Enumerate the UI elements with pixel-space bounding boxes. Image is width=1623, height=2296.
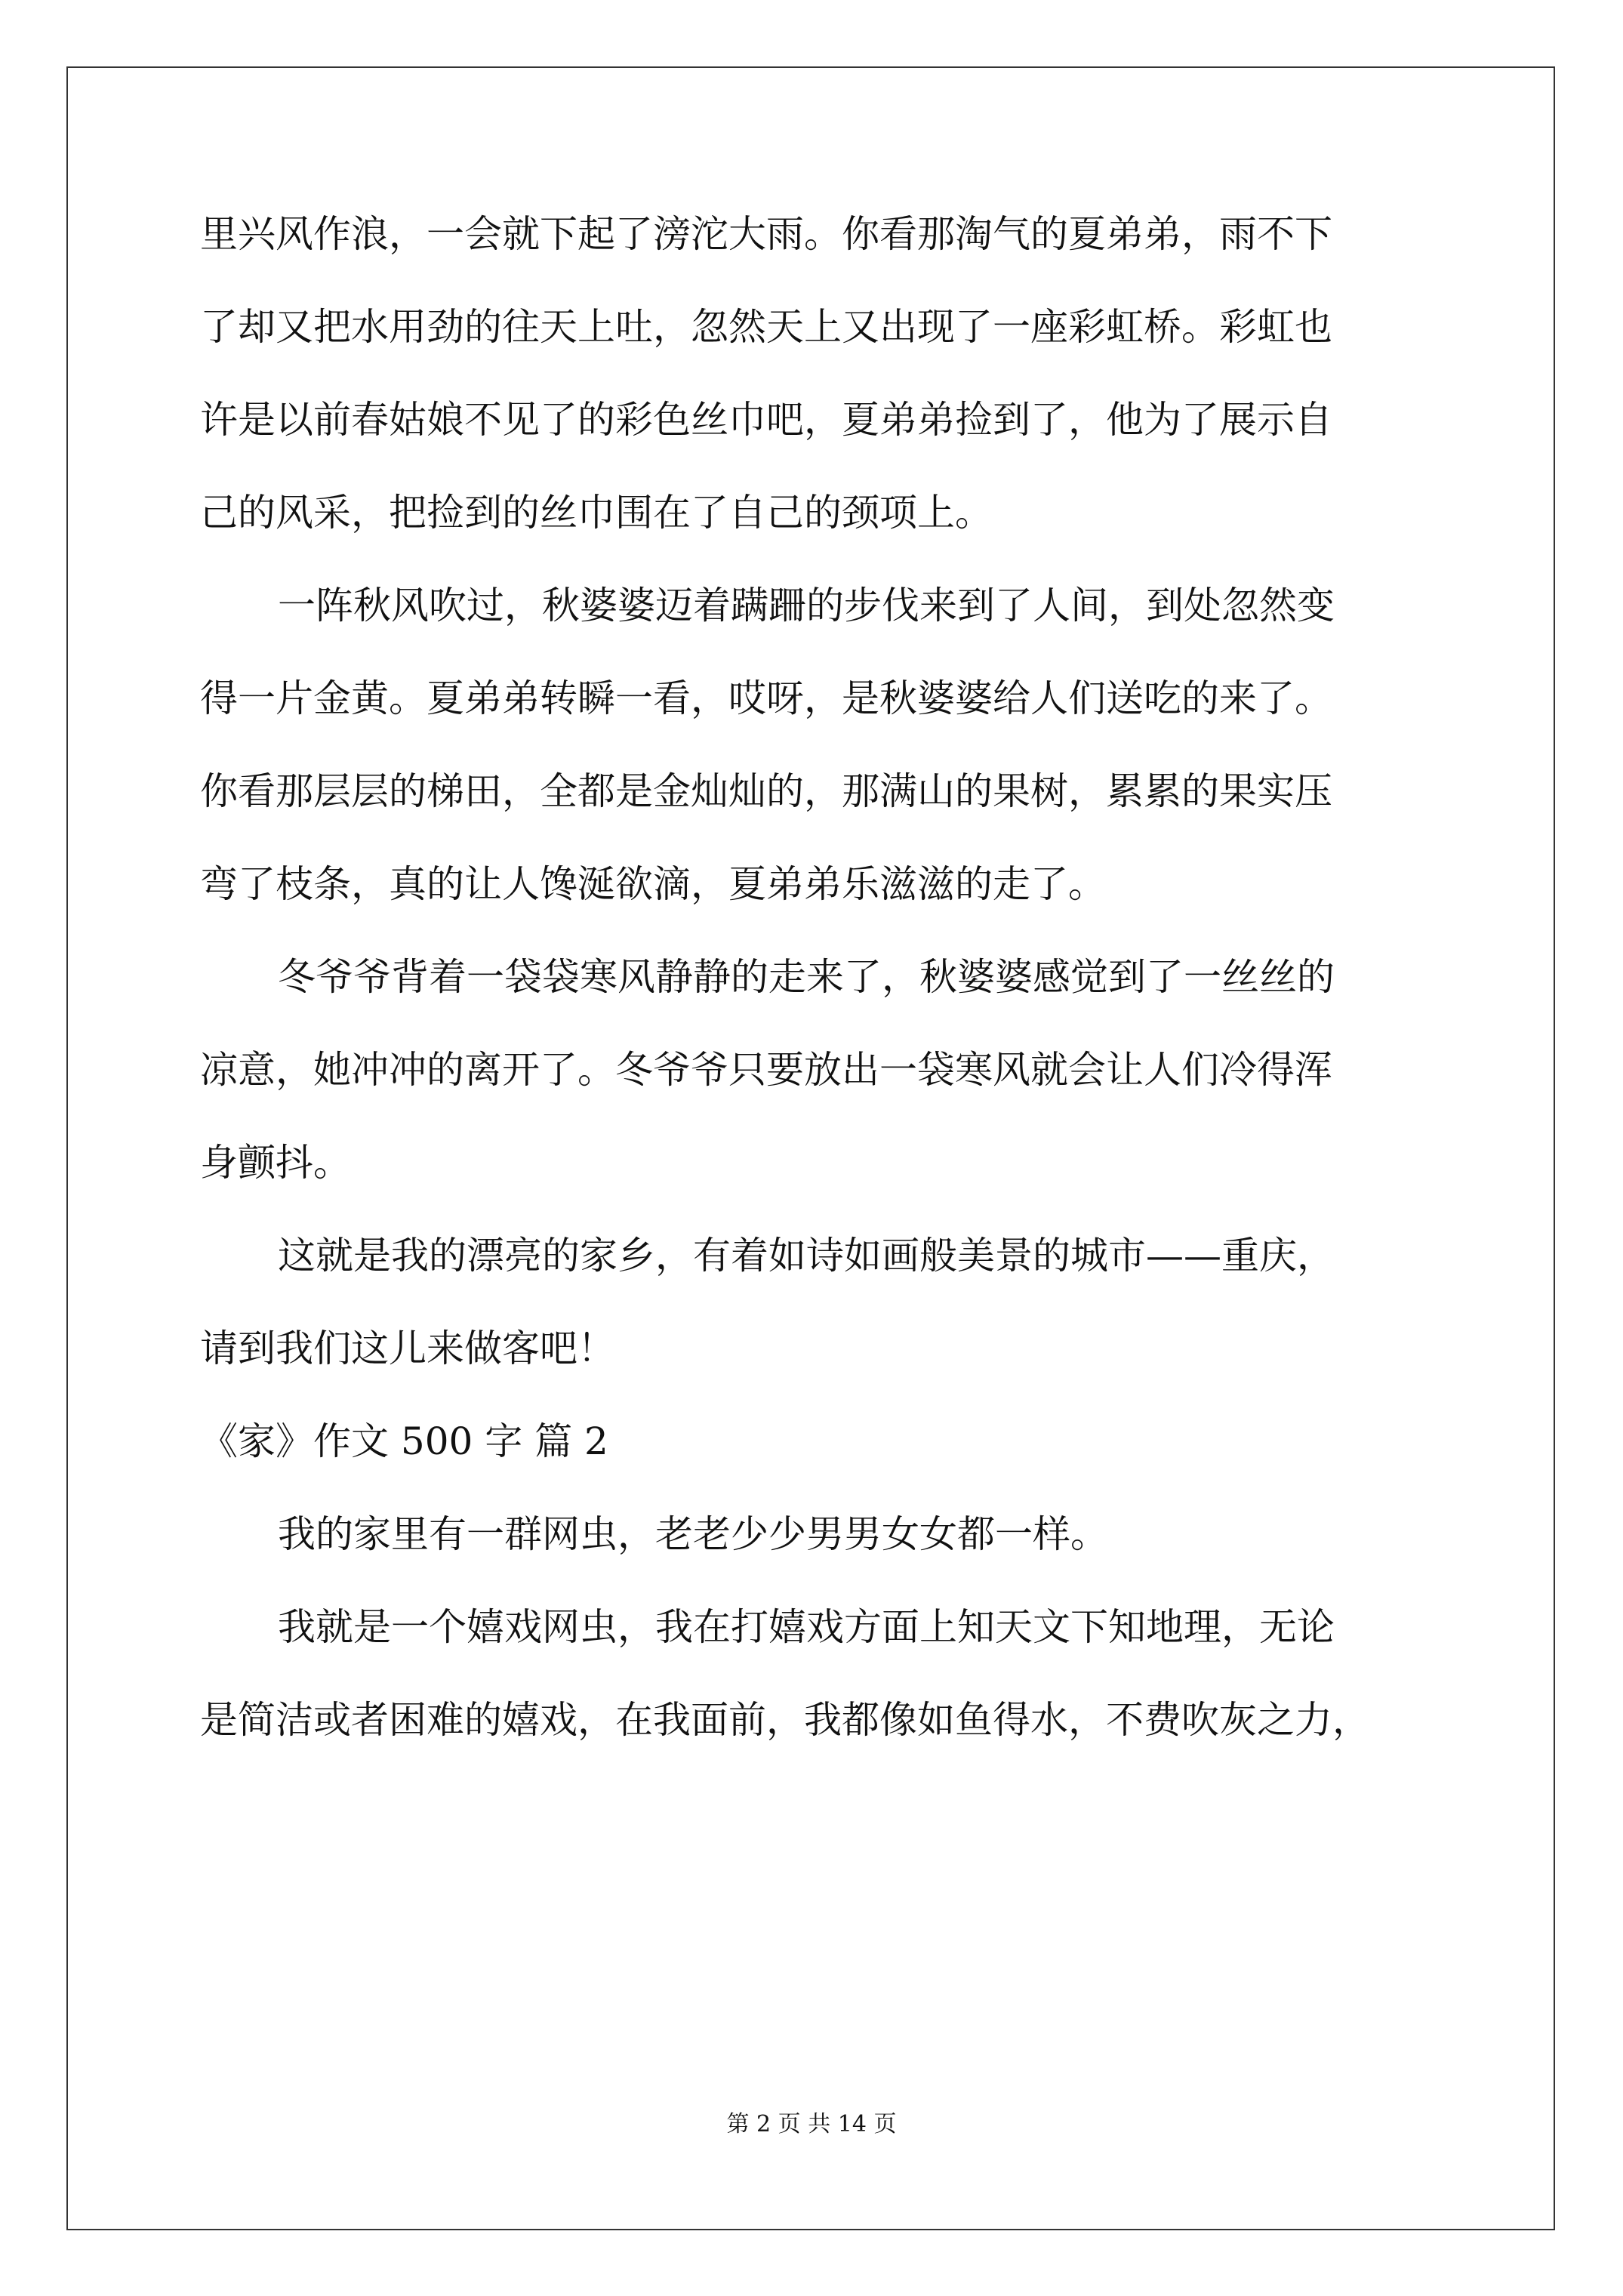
paragraph-start-line: 我就是一个嬉戏网虫，我在打嬉戏方面上知天文下知地理，无论 bbox=[278, 1605, 1335, 1649]
page-number-footer: 第 2 页 共 14 页 bbox=[726, 2111, 897, 2137]
text-line: 己的风采，把捡到的丝巾围在了自己的颈项上。 bbox=[200, 491, 993, 535]
section-heading: 《家》作文 500 字 篇 2 bbox=[200, 1419, 608, 1463]
text-line: 是简洁或者困难的嬉戏，在我面前，我都像如鱼得水，不费吹灰之力， bbox=[200, 1698, 1370, 1742]
text-line: 身颤抖。 bbox=[200, 1141, 351, 1185]
text-line: 得一片金黄。夏弟弟转瞬一看，哎呀，是秋婆婆给人们送吃的来了。 bbox=[200, 676, 1332, 720]
text-line: 你看那层层的梯田，全都是金灿灿的，那满山的果树，累累的果实压 bbox=[200, 769, 1332, 813]
paragraph-start-line: 一阵秋风吹过，秋婆婆迈着蹒跚的步伐来到了人间，到处忽然变 bbox=[278, 584, 1335, 627]
paragraph-start-line: 我的家里有一群网虫，老老少少男男女女都一样。 bbox=[278, 1512, 1108, 1556]
text-line: 了却又把水用劲的往天上吐，忽然天上又出现了一座彩虹桥。彩虹也 bbox=[200, 305, 1332, 349]
paragraph-start-line: 这就是我的漂亮的家乡，有着如诗如画般美景的城市——重庆， bbox=[278, 1234, 1335, 1277]
paragraph-start-line: 冬爷爷背着一袋袋寒风静静的走来了，秋婆婆感觉到了一丝丝的 bbox=[278, 955, 1335, 999]
text-line: 弯了枝条，真的让人馋涎欲滴，夏弟弟乐滋滋的走了。 bbox=[200, 862, 1106, 906]
text-line: 凉意，她冲冲的离开了。冬爷爷只要放出一袋寒风就会让人们冷得浑 bbox=[200, 1048, 1332, 1092]
text-line: 请到我们这儿来做客吧！ bbox=[200, 1327, 615, 1370]
text-line: 里兴风作浪，一会就下起了滂沱大雨。你看那淘气的夏弟弟，雨不下 bbox=[200, 212, 1332, 256]
text-line: 许是以前春姑娘不见了的彩色丝巾吧，夏弟弟捡到了，他为了展示自 bbox=[200, 398, 1332, 442]
document-body bbox=[200, 211, 1438, 1790]
